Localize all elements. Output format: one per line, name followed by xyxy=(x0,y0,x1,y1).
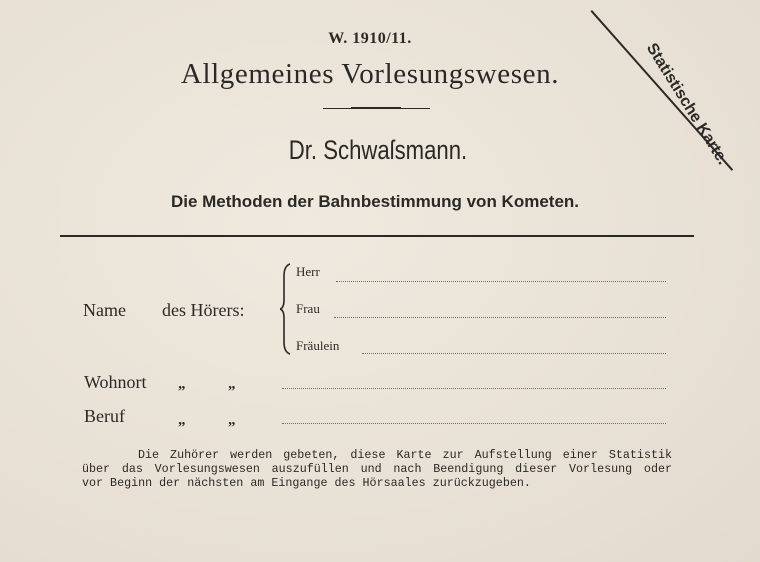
ditto-mark: „ xyxy=(178,412,186,428)
fraeulein-name-field[interactable] xyxy=(362,353,666,354)
semester-label: W. 1910/11. xyxy=(328,30,412,47)
beruf-field[interactable] xyxy=(282,423,666,424)
salutation-fraeulein: Fräulein xyxy=(296,338,340,353)
course-title: Die Methoden der Bahnbestimmung von Kometen. xyxy=(170,192,580,211)
hoerer-label: des Hörers: xyxy=(162,300,245,320)
notice-line: über das Vorlesungswesen auszufüllen und nach Beendigung dieser Vorlesung oder xyxy=(82,462,672,476)
name-label: Name xyxy=(83,300,126,320)
brace-icon xyxy=(280,262,294,356)
instruction-notice xyxy=(82,448,672,490)
ditto-mark: „ xyxy=(228,412,236,428)
corner-label: Statistische Karte. xyxy=(642,40,732,168)
card-title: Allgemeines Vorlesungswesen. xyxy=(180,58,560,90)
lecturer-name: Dr. Schwaſsmann. xyxy=(288,135,468,165)
notice-line: Die Zuhörer werden gebeten, diese Karte zur Aufstellung einer Statistik xyxy=(138,448,672,462)
beruf-label: Beruf xyxy=(84,406,125,426)
frau-name-field[interactable] xyxy=(334,317,666,318)
salutation-frau: Frau xyxy=(296,301,320,316)
title-divider xyxy=(323,108,430,109)
notice-line: vor Beginn der nächsten am Eingange des Hörsaales zurückzugeben. xyxy=(82,476,531,490)
ditto-mark: „ xyxy=(228,376,236,392)
header-rule xyxy=(60,235,694,237)
ditto-mark: „ xyxy=(178,376,186,392)
salutation-herr: Herr xyxy=(296,264,320,279)
wohnort-field[interactable] xyxy=(282,388,666,389)
wohnort-label: Wohnort xyxy=(84,372,147,392)
herr-name-field[interactable] xyxy=(336,281,666,282)
